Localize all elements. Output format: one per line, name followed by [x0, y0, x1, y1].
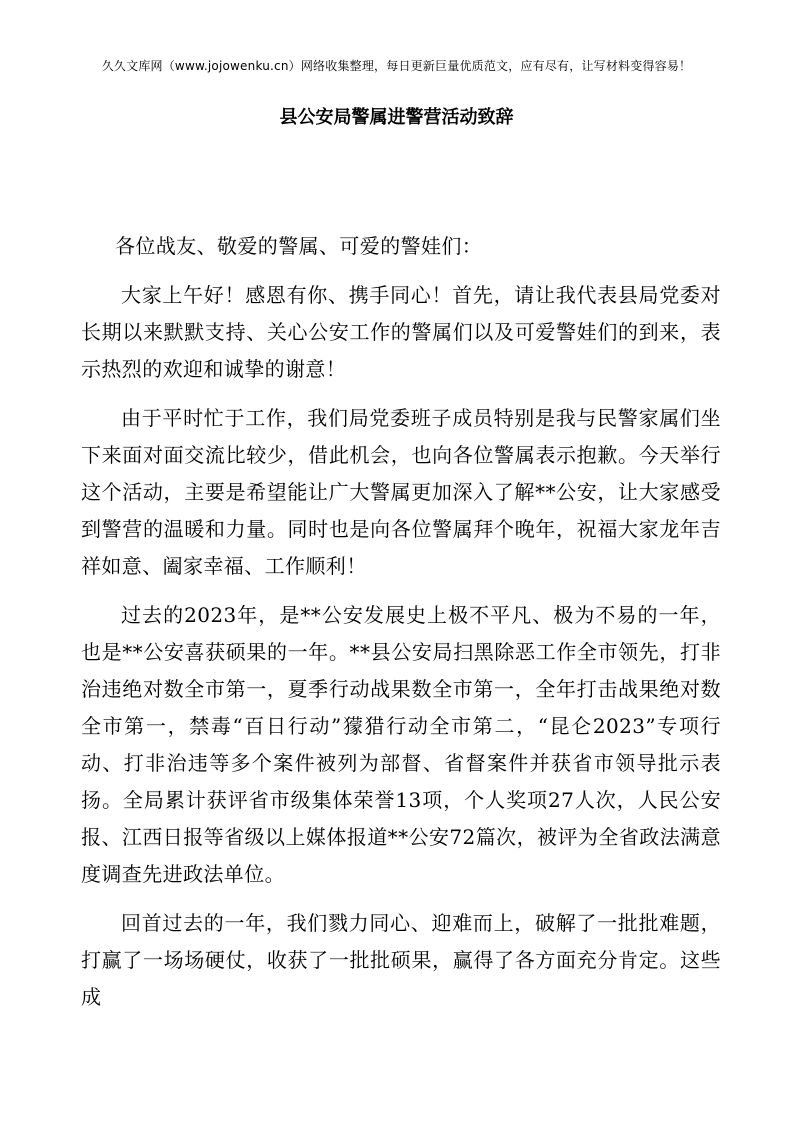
paragraph-1: 大家上午好！感恩有你、携手同心！首先，请让我代表县局党委对长期以来默默支持、关心公安工作的警属们以及可爱警娃们的到来，表示热烈的欢迎和诚挚的谢意！: [81, 283, 721, 381]
salutation: 各位战友、敬爱的警属、可爱的警娃们：: [115, 234, 483, 258]
header-note: 久久文库网（www.jojowenku.cn）网络收集整理，每日更新巨量优质范文，应有尽有，让写材料变得容易！: [101, 59, 692, 73]
document-body: [81, 228, 721, 1028]
paragraph-4: 回首过去的一年，我们戮力同心、迎难而上，破解了一批批难题，打赢了一场场硬仗，收获了一批批硕果，赢得了各方面充分肯定。这些成: [81, 911, 721, 1009]
paragraph-2: 由于平时忙于工作，我们局党委班子成员特别是我与民警家属们坐下来面对面交流比较少，借此机会，也向各位警属表示抱歉。今天举行这个活动，主要是希望能让广大警属更加深入了解**公安，让大家感受到警营的温暖和力量。同时也是向各位警属拜个晚年，祝福大家龙年吉祥如意、阖家幸福、工作顺利！: [81, 406, 721, 578]
document-title: 县公安局警属进警营活动致辞: [279, 107, 514, 128]
paragraph-3: 过去的2023年，是**公安发展史上极不平凡、极为不易的一年，也是**公安喜获硕果的一年。**县公安局扫黑除恶工作全市领先，打非治违绝对数全市第一，夏季行动战果数全市第一，全年打击战果绝对数全市第一，禁毒“百日行动”獴猎行动全市第二，“昆仑2023”专项行动、打非治违等多个案件被列为部督、省督案件并获省市领导批示表扬。全局累计获评省市级集体荣誉13项，个人奖项27人次，人民公安报、江西日报等省级以上媒体报道**公安72篇次，被评为全省政法满意度调查先进政法单位。: [81, 603, 721, 886]
